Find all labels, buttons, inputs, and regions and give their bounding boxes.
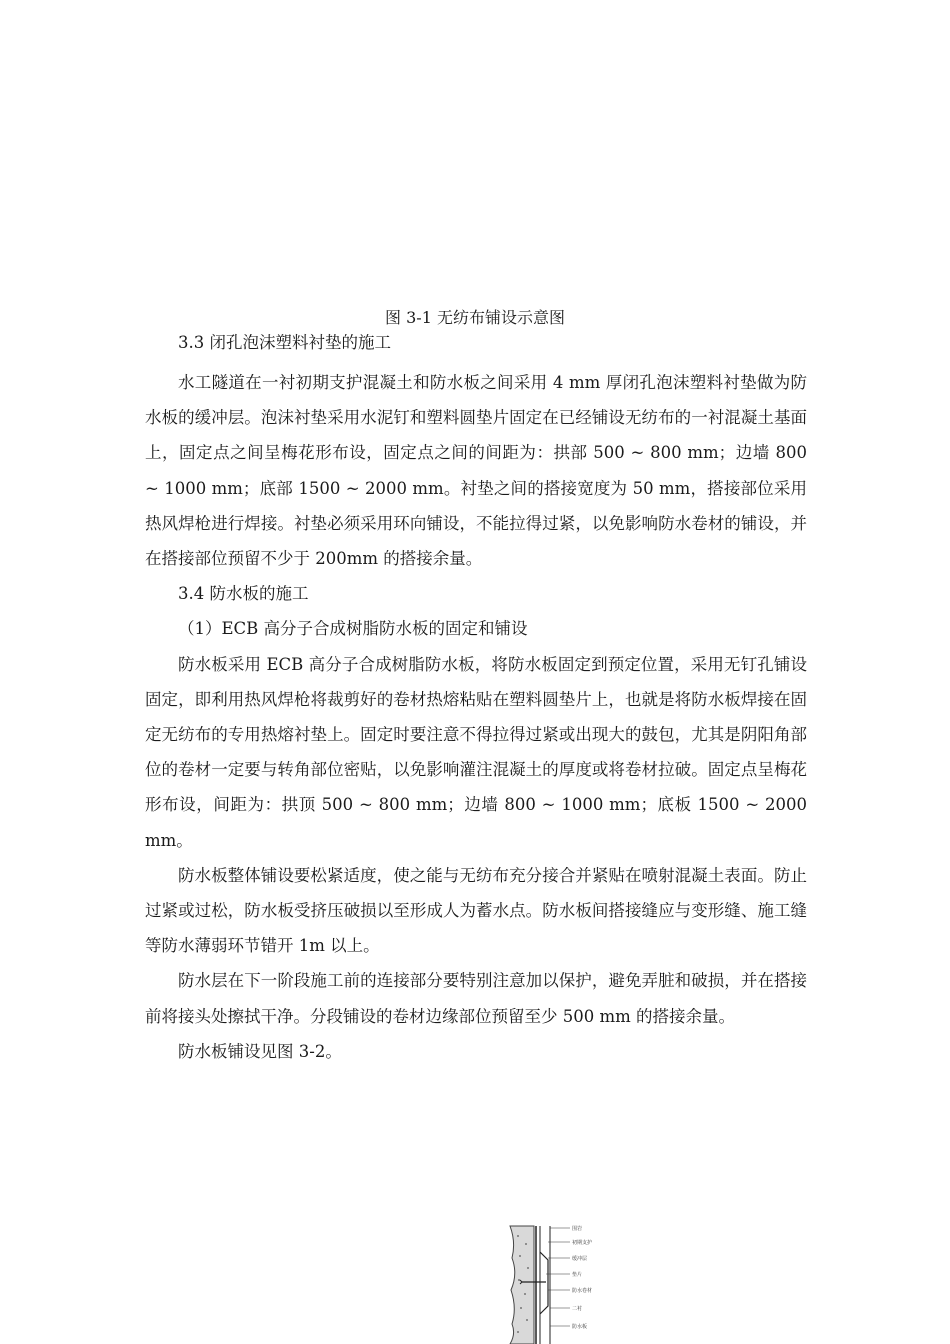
paragraph-figure-ref: 防水板铺设见图 3-2。: [178, 1041, 342, 1061]
paragraph-tension: 防水板整体铺设要松紧适度，使之能与无纺布充分接合并紧贴在喷射混凝土表面。防止过紧或过松，防水板受挤压破损以至形成人为蓄水点。防水板间搭接缝应与变形缝、施工缝等防水薄弱环节错开 1m 以上。: [145, 865, 807, 956]
section-heading-3-3: 3.3 闭孔泡沫塑料衬垫的施工: [178, 333, 391, 352]
diagram-label: 缓冲层: [572, 1256, 588, 1262]
paragraph-ecb-install: 防水板采用 ECB 高分子合成树脂防水板，将防水板固定到预定位置，采用无钉孔铺设固定，即利用热风焊枪将裁剪好的卷材热熔粘贴在塑料圆垫片上，也就是将防水板焊接在固定无纺布的专用热熔衬垫上。固定时要注意不得拉得过紧或出现大的鼓包，尤其是阴阳角部位的卷材一定要与转角部位密贴，以免影响灌注混凝土的厚度或将卷材拉破。固定点呈梅花形布设，间距为：拱顶 500 ~ 800 mm；边墙 800 ~ 1000 mm；底板 1500 ~ 2000 mm。: [145, 654, 807, 850]
diagram-label: 二衬: [572, 1306, 583, 1312]
paragraph-protection: 防水层在下一阶段施工前的连接部分要特别注意加以保护，避免弄脏和破损，并在搭接前将接头处擦拭干净。分段铺设的卷材边缘部位预留至少 500 mm 的搭接余量。: [145, 971, 807, 1026]
figure-caption: 图 3-1 无纺布铺设示意图: [385, 308, 565, 327]
body-text: [145, 330, 807, 1069]
waterproof-layer-diagram: [500, 1222, 593, 1344]
paragraph-foam-liner: 水工隧道在一衬初期支护混凝土和防水板之间采用 4 mm 厚闭孔泡沫塑料衬垫做为防水板的缓冲层。泡沫衬垫采用水泥钉和塑料圆垫片固定在已经铺设无纺布的一衬混凝土基面上，固定点之间呈梅花形布设，固定点之间的间距为：拱部 500 ~ 800 mm；边墙 800 ~ 1000 mm；底部 1500 ~ 2000 mm。衬垫之间的搭接宽度为 50 mm，搭接部位采用热风焊枪进行焊接。衬垫必须采用环向铺设，不能拉得过紧，以免影响防水卷材的铺设，并在搭接部位预留不少于 200mm 的搭接余量。: [145, 373, 807, 569]
diagram-label: 初期支护: [572, 1240, 593, 1246]
subsection-heading-ecb: （1）ECB 高分子合成树脂防水板的固定和铺设: [178, 619, 528, 639]
diagram-label: 围岩: [572, 1226, 583, 1232]
diagram-label: 防水板: [572, 1324, 588, 1330]
diagram-label: 防水卷材: [572, 1288, 593, 1294]
section-heading-3-4: 3.4 防水板的施工: [178, 584, 309, 604]
diagram-label: 垫片: [572, 1272, 583, 1278]
